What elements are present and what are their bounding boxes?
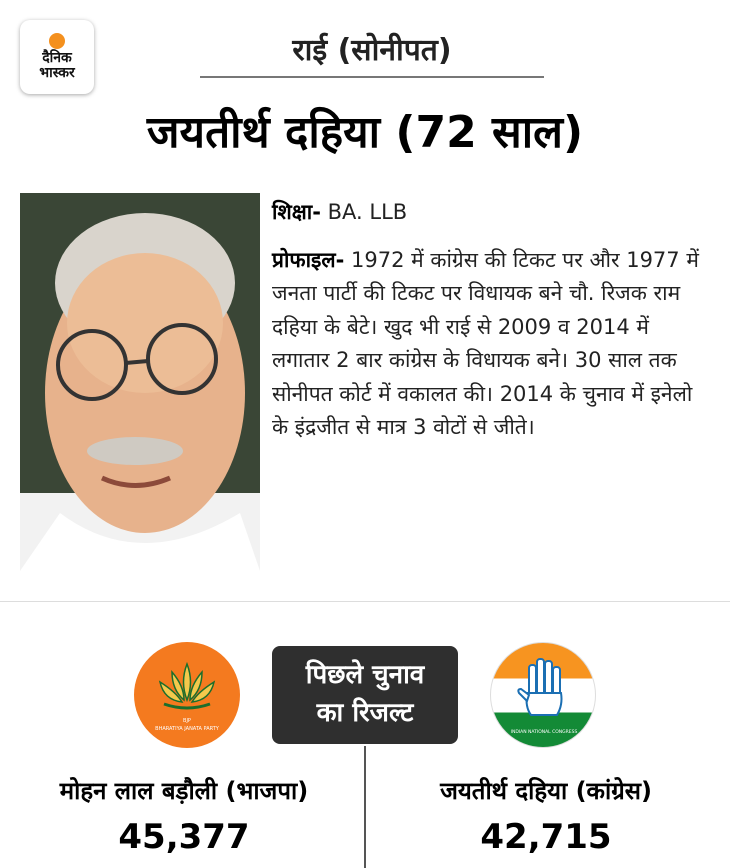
- winner-name: मोहन लाल बड़ौली (भाजपा): [59, 777, 309, 805]
- education-value: BA. LLB: [327, 200, 408, 224]
- education-label: शिक्षा-: [272, 200, 321, 224]
- dainik-bhaskar-logo: [20, 20, 94, 94]
- logo-text-line1: दैनिक: [42, 50, 72, 66]
- runner-up-result: [376, 774, 716, 857]
- constituency-title: राई (सोनीपत): [292, 33, 452, 68]
- bjp-logo-line2: BHARATIYA JANATA PARTY: [155, 726, 219, 732]
- previous-result-badge: [272, 646, 458, 744]
- profile-label: प्रोफाइल-: [272, 247, 345, 272]
- candidate-photo: [20, 193, 260, 571]
- section-divider: [0, 601, 730, 602]
- runner-up-votes: 42,715: [480, 817, 612, 857]
- result-divider: [364, 746, 366, 868]
- cong-logo-text: INDIAN NATIONAL CONGRESS: [510, 730, 578, 735]
- education-row: [272, 196, 712, 230]
- logo-text-line2: भास्कर: [39, 65, 75, 81]
- result-badge-line1: पिछले चुनाव: [305, 660, 425, 690]
- bjp-logo-line1: BJP: [183, 718, 191, 724]
- runner-up-name: जयतीर्थ दहिया (कांग्रेस): [440, 777, 652, 805]
- sun-icon: [49, 33, 65, 49]
- result-badge-line2: का रिजल्ट: [316, 698, 414, 728]
- winner-votes: 45,377: [118, 817, 250, 857]
- profile-row: [272, 244, 712, 445]
- candidate-info: [272, 196, 712, 445]
- profile-text: 1972 में कांग्रेस की टिकट पर और 1977 में जनता पार्टी की टिकट पर विधायक बने चौ. रिजक राम दहिया के बेटे। खुद भी राई से 2009 व 2014 में लगातार 2 बार कांग्रेस के विधायक बने। 30 साल तक सोनीपत कोर्ट में वकालत की। 2014 के चुनाव में इनेलो के इंद्रजीत से मात्र 3 वोटों से जीते।: [272, 247, 699, 439]
- winner-result: [14, 774, 354, 857]
- candidate-headline: जयतीर्थ दहिया (72 साल): [146, 107, 584, 158]
- bjp-lotus-icon: [134, 642, 240, 748]
- congress-hand-icon: [490, 642, 596, 748]
- title-underline: [200, 76, 544, 78]
